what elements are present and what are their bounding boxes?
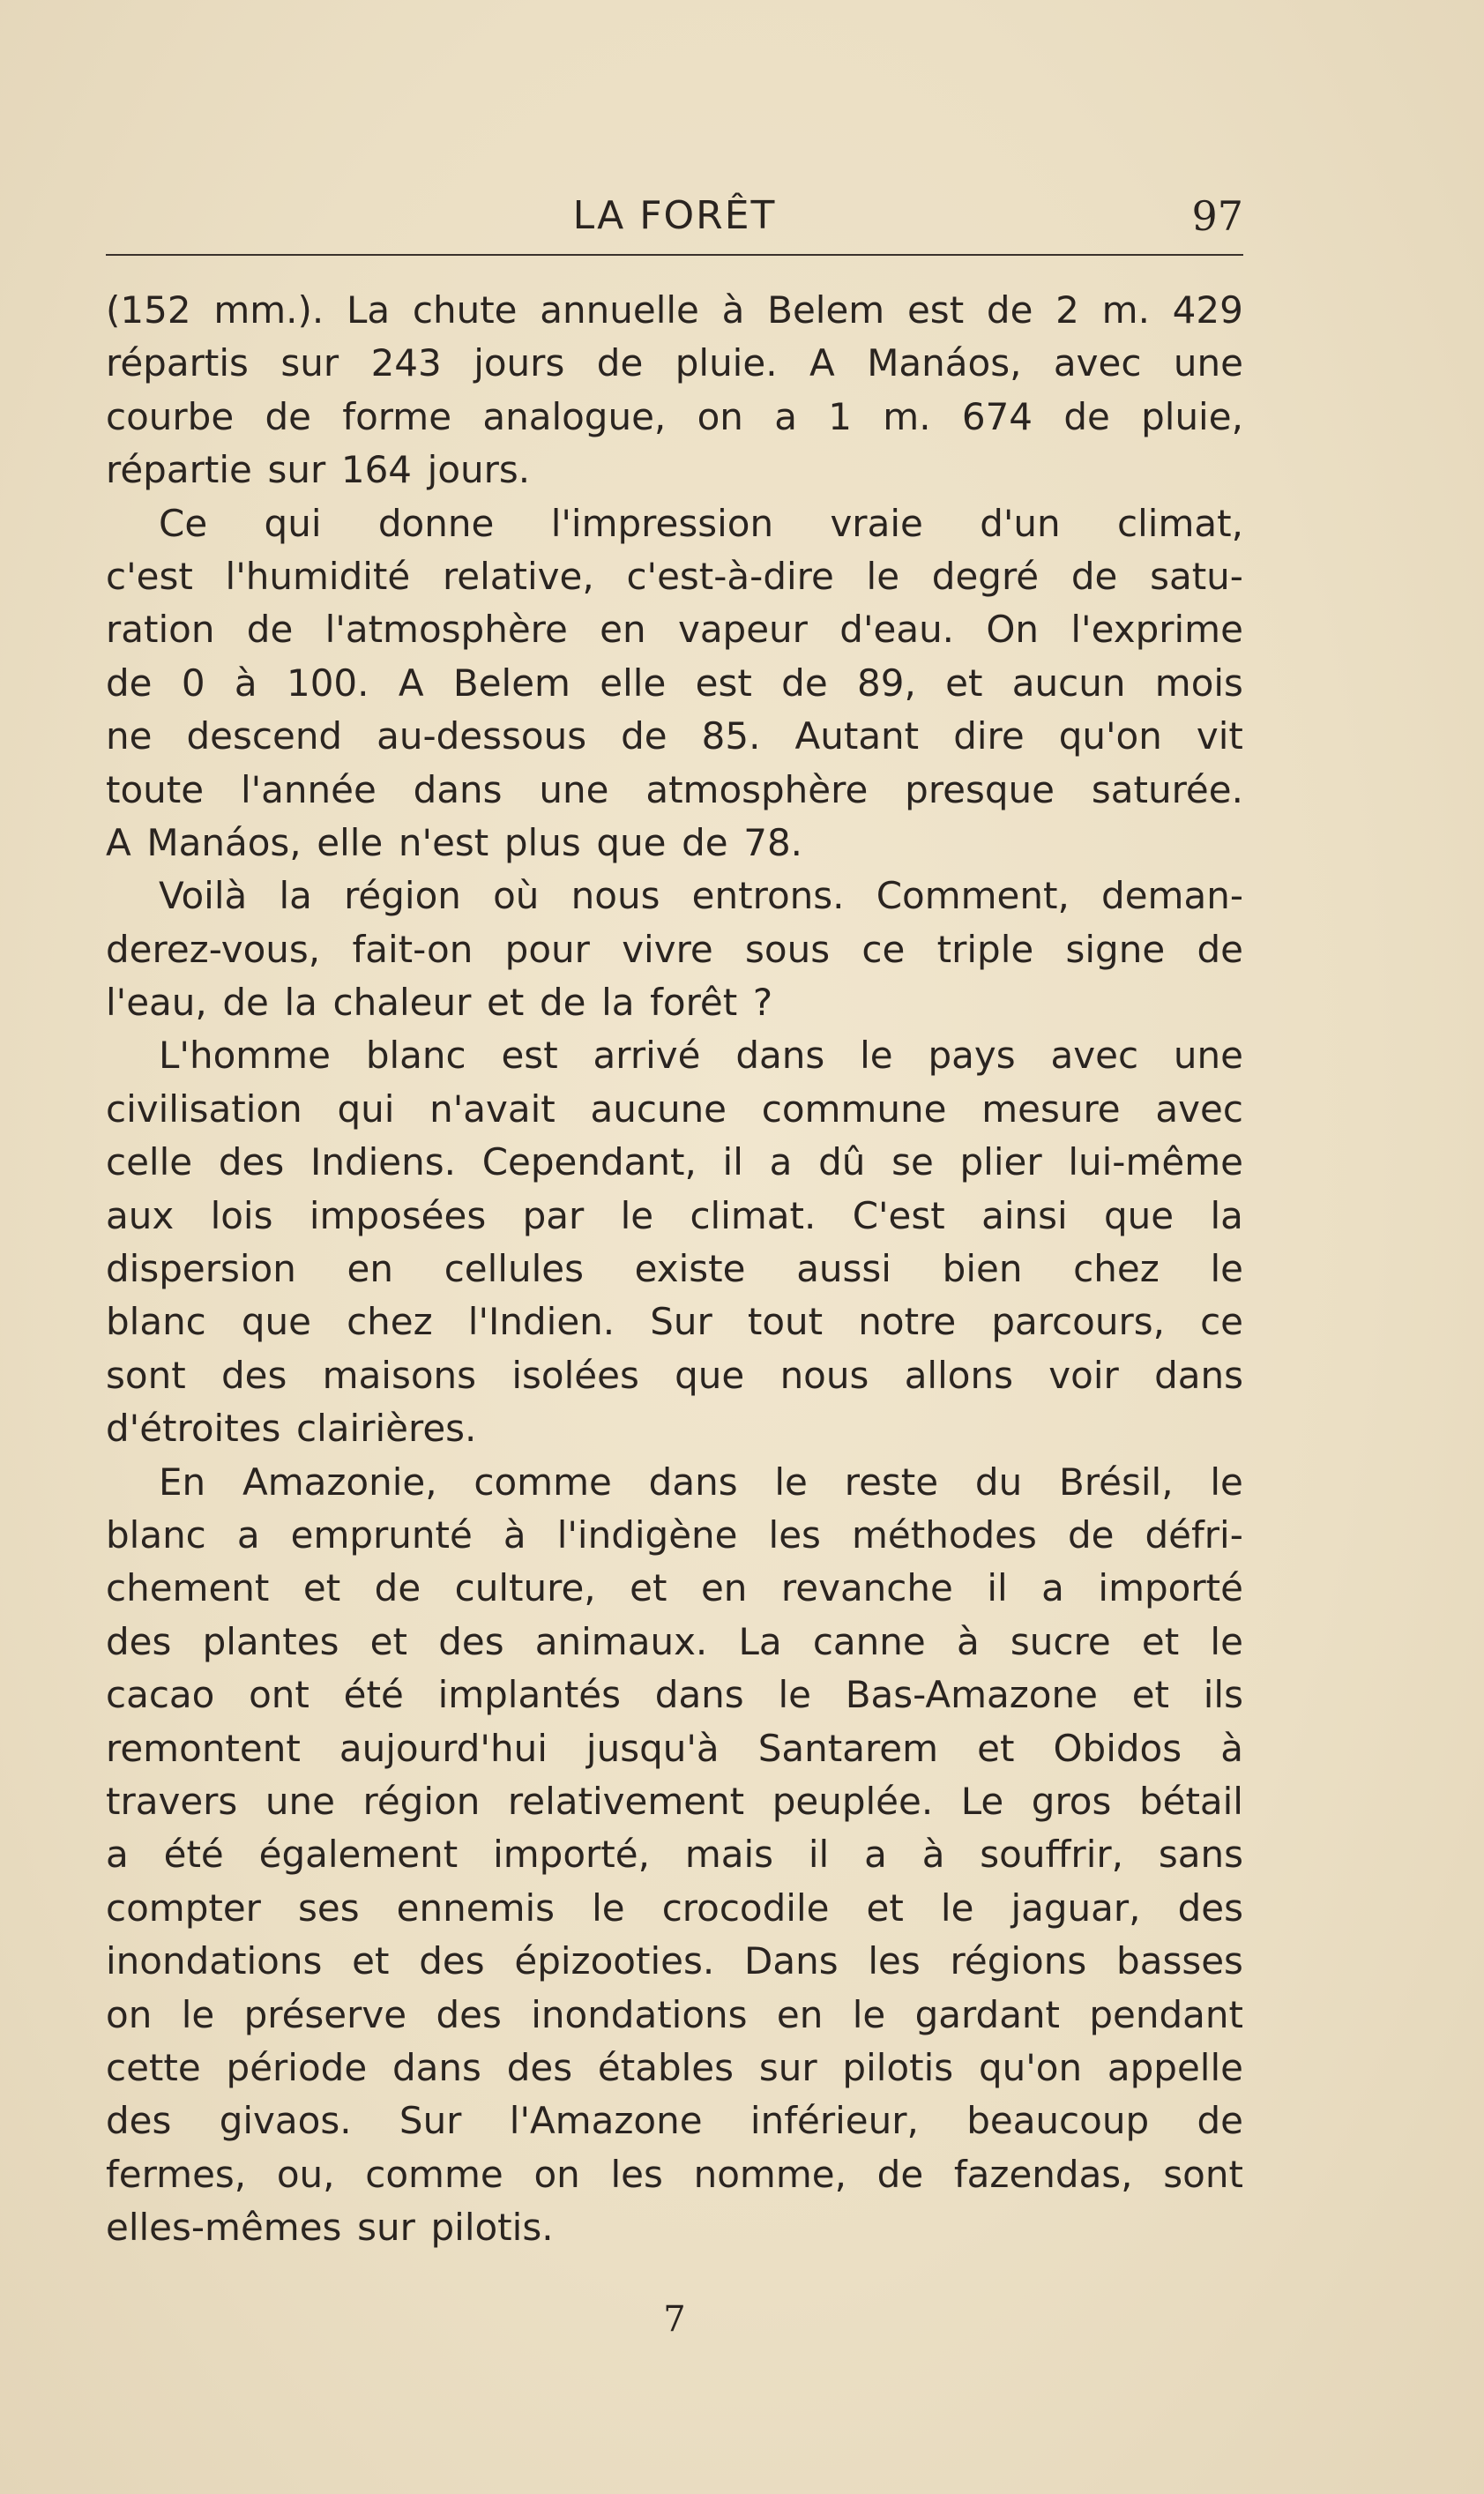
text-line: Ce qui donne l'impression vraie d'un climat, <box>159 501 1243 545</box>
text-line: chement et de culture, et en revanche il a importé <box>106 1566 1243 1610</box>
header-rule <box>106 254 1243 256</box>
text-line: aux lois imposées par le climat. C'est ainsi que la <box>106 1193 1243 1237</box>
text-line: inondations et des épizooties. Dans les régions basses <box>106 1939 1243 1983</box>
text-line: a été également importé, mais il a à souffrir, sans <box>106 1833 1243 1877</box>
text-line: cacao ont été implantés dans le Bas-Amazone et ils <box>106 1673 1243 1717</box>
text-line: ration de l'atmosphère en vapeur d'eau. On l'exprime <box>106 608 1243 652</box>
text-line: répartie sur 164 jours. <box>106 448 531 492</box>
text-line: Voilà la région où nous entrons. Comment, deman- <box>159 874 1243 918</box>
text-line: derez-vous, fait-on pour vivre sous ce triple signe de <box>106 927 1243 971</box>
text-line: elles-mêmes sur pilotis. <box>106 2206 554 2250</box>
text-line: sont des maisons isolées que nous allons voir dans <box>106 1353 1243 1397</box>
text-line: L'homme blanc est arrivé dans le pays avec une <box>159 1034 1243 1078</box>
text-line: civilisation qui n'avait aucune commune mesure avec <box>106 1086 1243 1131</box>
text-line: de 0 à 100. A Belem elle est de 89, et aucun mois <box>106 661 1243 705</box>
text-line: travers une région relativement peuplée. Le gros bétail <box>106 1779 1243 1823</box>
page-number: 97 <box>1191 192 1243 240</box>
text-line: (152 mm.). La chute annuelle à Belem est de 2 m. 429 <box>106 288 1243 332</box>
text-line: blanc a emprunté à l'indigène les méthodes de défri- <box>106 1512 1243 1557</box>
page-header <box>106 181 1243 251</box>
text-line: ne descend au-dessous de 85. Autant dire qu'on vit <box>106 714 1243 758</box>
text-line: l'eau, de la chaleur et de la forêt ? <box>106 981 773 1025</box>
text-line: celle des Indiens. Cependant, il a dû se plier lui-même <box>106 1140 1243 1184</box>
running-title: LA FORÊT <box>572 193 777 238</box>
text-line: blanc que chez l'Indien. Sur tout notre parcours, ce <box>106 1300 1243 1344</box>
text-line: toute l'année dans une atmosphère presque saturée. <box>106 767 1243 811</box>
text-line: d'étroites clairières. <box>106 1407 477 1451</box>
text-line: remontent aujourd'hui jusqu'à Santarem et Obidos à <box>106 1726 1243 1770</box>
text-line: En Amazonie, comme dans le reste du Brésil, le <box>159 1460 1243 1504</box>
text-line: répartis sur 243 jours de pluie. A Manáos, avec une <box>106 341 1243 385</box>
text-line: compter ses ennemis le crocodile et le jaguar, des <box>106 1885 1243 1930</box>
text-line: fermes, ou, comme on les nomme, de fazendas, sont <box>106 2152 1243 2196</box>
signature-mark: 7 <box>663 2299 686 2340</box>
text-line: on le préserve des inondations en le gardant pendant <box>106 1992 1243 2036</box>
text-line: des plantes et des animaux. La canne à sucre et le <box>106 1619 1243 1663</box>
text-line: A Manáos, elle n'est plus que de 78. <box>106 820 803 864</box>
text-line: cette période dans des étables sur pilotis qu'on appelle <box>106 2045 1243 2089</box>
text-line: dispersion en cellules existe aussi bien chez le <box>106 1247 1243 1291</box>
text-line: courbe de forme analogue, on a 1 m. 674 de pluie, <box>106 394 1243 438</box>
text-line: des givaos. Sur l'Amazone inférieur, beaucoup de <box>106 2099 1243 2143</box>
text-line: c'est l'humidité relative, c'est-à-dire le degré de satu- <box>106 554 1243 598</box>
body-text <box>106 284 1243 2254</box>
